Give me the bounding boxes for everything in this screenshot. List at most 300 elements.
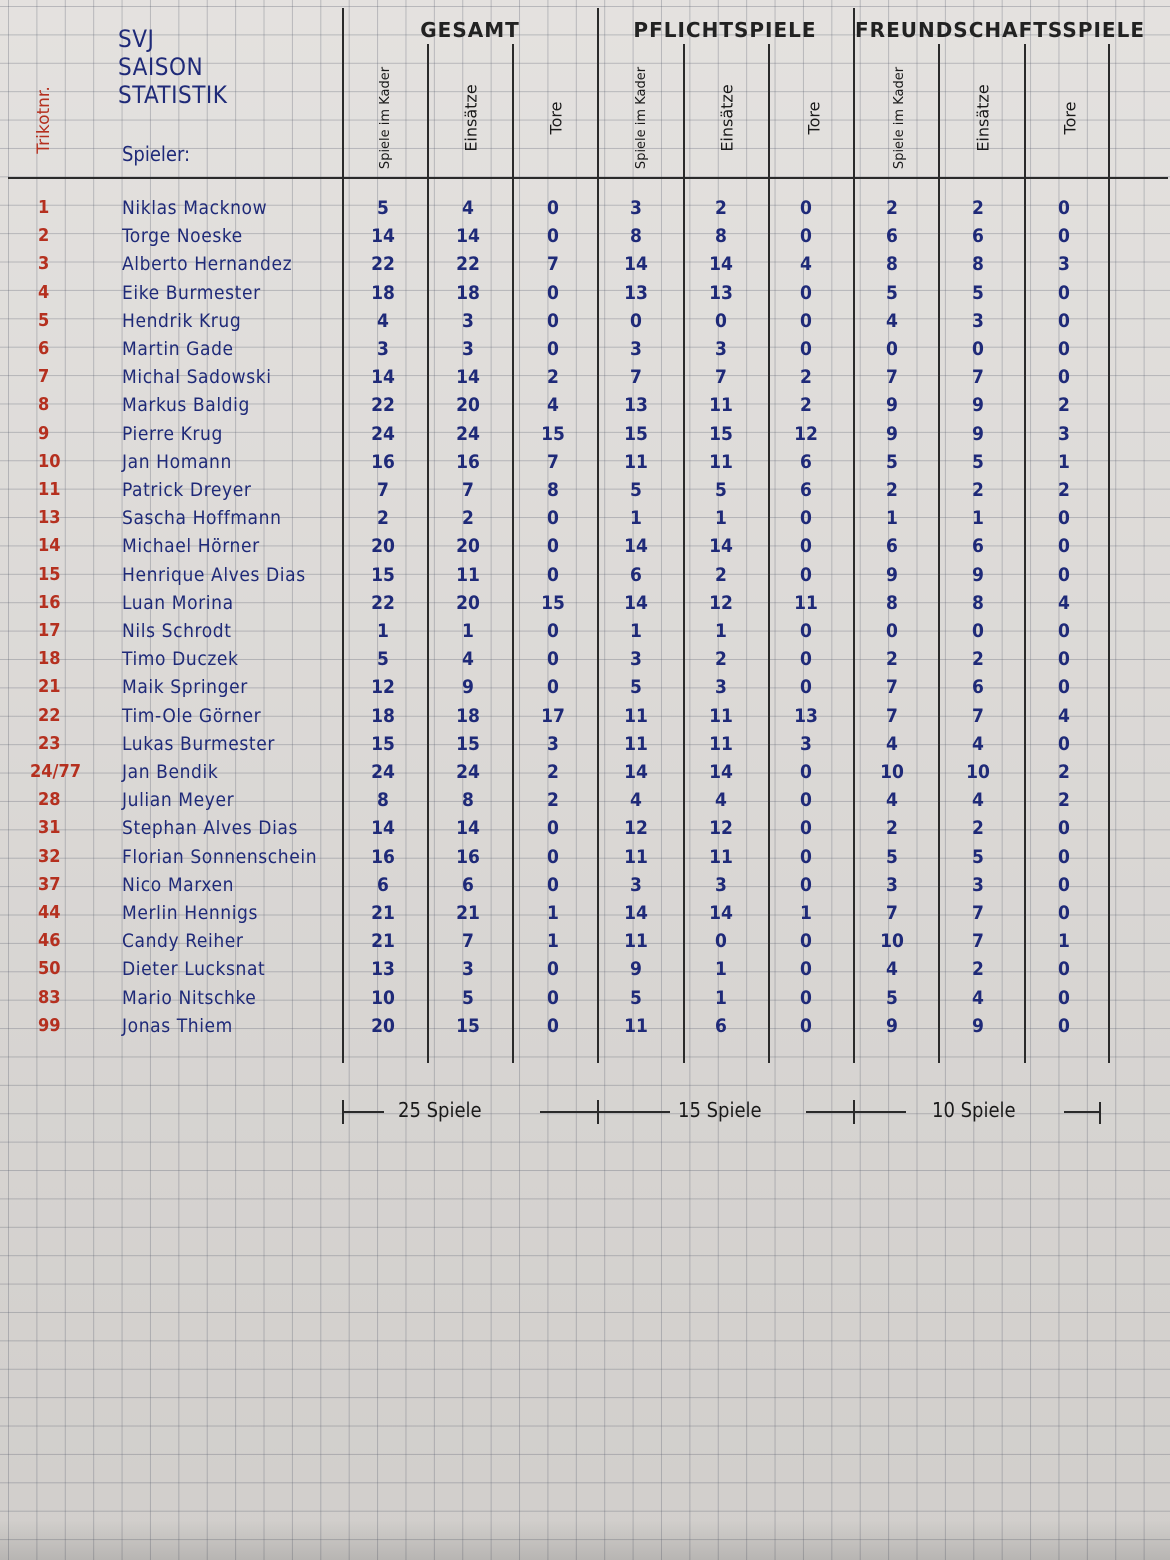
- freund-kader-cell: 4: [886, 309, 898, 332]
- pflicht-kader-cell: 0: [630, 309, 642, 332]
- footer-pflicht: 15 Spiele: [678, 1098, 762, 1122]
- pflicht-einsaetze-cell: 8: [715, 225, 727, 248]
- pflicht-tore-cell: 0: [800, 761, 812, 783]
- jersey-number: 22: [38, 704, 61, 726]
- pflicht-tore-cell: 6: [800, 479, 812, 501]
- player-name: Nico Marxen: [122, 873, 235, 896]
- gesamt-einsaetze-cell: 4: [462, 197, 474, 219]
- freund-tore-cell: 0: [1058, 732, 1070, 755]
- gesamt-einsaetze-cell: 2: [462, 507, 474, 530]
- freund-kader-cell: 8: [886, 253, 898, 276]
- freund-tore-cell: 0: [1058, 958, 1070, 981]
- gesamt-kader-cell: 16: [371, 450, 395, 473]
- freund-tore-cell: 3: [1058, 253, 1070, 276]
- freund-einsaetze-cell: 3: [972, 309, 984, 332]
- pflicht-kader-cell: 4: [630, 789, 642, 812]
- freund-tore-cell: 0: [1058, 817, 1070, 840]
- gesamt-einsaetze-cell: 18: [456, 281, 480, 304]
- table-row: [0, 702, 1170, 730]
- pflicht-tore-cell: 0: [800, 676, 812, 699]
- pflicht-kader-cell: 5: [630, 986, 642, 1009]
- freund-kader-cell: 0: [886, 338, 898, 360]
- freund-einsaetze-cell: 8: [972, 591, 984, 614]
- freund-kader-cell: 5: [886, 281, 898, 304]
- gesamt-einsaetze-cell: 11: [456, 563, 480, 586]
- pflicht-einsaetze-cell: 7: [715, 366, 727, 389]
- pflicht-einsaetze-cell: 2: [715, 648, 727, 671]
- gesamt-kader-cell: 5: [377, 197, 389, 219]
- gesamt-einsaetze-cell: 3: [462, 958, 474, 981]
- jersey-number: 3: [38, 253, 50, 275]
- gesamt-kader-cell: 14: [371, 366, 395, 389]
- freund-tore-cell: 0: [1058, 902, 1070, 924]
- table-row: [0, 589, 1170, 617]
- pflicht-einsaetze-cell: 13: [709, 281, 733, 304]
- player-name: Tim-Ole Görner: [122, 704, 262, 727]
- freund-tore-cell: 3: [1058, 422, 1070, 445]
- pflicht-tore-cell: 0: [800, 507, 812, 530]
- colhead-pflicht-kader: Spiele im Kader: [634, 66, 649, 170]
- player-name: Jan Bendik: [122, 761, 219, 783]
- jersey-number: 99: [38, 1014, 61, 1036]
- freund-einsaetze-cell: 10: [966, 761, 990, 783]
- pflicht-tore-cell: 0: [800, 845, 812, 868]
- freund-kader-cell: 10: [880, 930, 904, 953]
- colhead-gesamt-tore: Tore: [545, 101, 565, 135]
- player-name: Merlin Hennigs: [122, 902, 259, 924]
- freund-tore-cell: 4: [1058, 704, 1070, 727]
- player-name: Candy Reiher: [122, 930, 244, 953]
- freund-einsaetze-cell: 6: [972, 676, 984, 699]
- gesamt-kader-cell: 2: [377, 507, 389, 530]
- freund-kader-cell: 2: [886, 817, 898, 840]
- gesamt-tore-cell: 15: [541, 591, 565, 614]
- title-line-3: STATISTIK: [118, 81, 228, 109]
- player-name: Jonas Thiem: [122, 1014, 233, 1037]
- freund-tore-cell: 0: [1058, 986, 1070, 1009]
- table-row: [0, 730, 1170, 758]
- freund-tore-cell: 0: [1058, 620, 1070, 642]
- table-row: [0, 843, 1170, 871]
- freund-kader-cell: 7: [886, 676, 898, 699]
- table-row: [0, 250, 1170, 278]
- pflicht-einsaetze-cell: 1: [715, 986, 727, 1009]
- gesamt-einsaetze-cell: 3: [462, 338, 474, 360]
- gesamt-kader-cell: 18: [371, 281, 395, 304]
- jersey-number: 18: [38, 648, 61, 670]
- jersey-number: 11: [38, 479, 61, 500]
- gesamt-einsaetze-cell: 14: [456, 817, 480, 840]
- pflicht-einsaetze-cell: 12: [709, 591, 733, 614]
- pflicht-kader-cell: 3: [630, 197, 642, 219]
- gesamt-einsaetze-cell: 15: [456, 1014, 480, 1037]
- gesamt-tore-cell: 0: [547, 281, 559, 304]
- freund-kader-cell: 9: [886, 394, 898, 417]
- freund-einsaetze-cell: 0: [972, 620, 984, 642]
- freund-einsaetze-cell: 8: [972, 253, 984, 276]
- pflicht-kader-cell: 11: [624, 450, 648, 473]
- pflicht-kader-cell: 11: [624, 732, 648, 755]
- freund-einsaetze-cell: 9: [972, 422, 984, 445]
- pflicht-kader-cell: 7: [630, 366, 642, 389]
- table-row: [0, 222, 1170, 250]
- freund-tore-cell: 2: [1058, 479, 1070, 501]
- gesamt-tore-cell: 0: [547, 309, 559, 332]
- gesamt-kader-cell: 15: [371, 732, 395, 755]
- freund-einsaetze-cell: 2: [972, 197, 984, 219]
- jersey-number: 31: [38, 817, 61, 839]
- table-row: [0, 391, 1170, 419]
- freund-einsaetze-cell: 6: [972, 225, 984, 248]
- player-name: Jan Homann: [122, 450, 232, 473]
- pflicht-einsaetze-cell: 3: [715, 338, 727, 360]
- pflicht-kader-cell: 12: [624, 817, 648, 840]
- gesamt-kader-cell: 10: [371, 986, 395, 1009]
- freund-einsaetze-cell: 4: [972, 986, 984, 1009]
- freund-kader-cell: 7: [886, 704, 898, 727]
- freund-einsaetze-cell: 2: [972, 958, 984, 981]
- gesamt-tore-cell: 2: [547, 366, 559, 389]
- freund-kader-cell: 7: [886, 902, 898, 924]
- gesamt-tore-cell: 1: [547, 902, 559, 924]
- player-name: Michael Hörner: [122, 535, 260, 558]
- gesamt-kader-cell: 20: [371, 535, 395, 558]
- freund-tore-cell: 0: [1058, 535, 1070, 558]
- gesamt-einsaetze-cell: 5: [462, 986, 474, 1009]
- pflicht-kader-cell: 15: [624, 422, 648, 445]
- player-name: Torge Noeske: [122, 225, 243, 248]
- freund-kader-cell: 4: [886, 789, 898, 812]
- freund-einsaetze-cell: 7: [972, 902, 984, 924]
- gesamt-einsaetze-cell: 15: [456, 732, 480, 755]
- pflicht-kader-cell: 13: [624, 394, 648, 417]
- jersey-number: 9: [38, 422, 50, 444]
- pflicht-kader-cell: 3: [630, 338, 642, 360]
- freund-tore-cell: 0: [1058, 366, 1070, 389]
- freund-tore-cell: 0: [1058, 648, 1070, 671]
- gesamt-tore-cell: 0: [547, 620, 559, 642]
- player-name: Julian Meyer: [122, 789, 235, 812]
- freund-kader-cell: 6: [886, 225, 898, 248]
- gesamt-tore-cell: 0: [547, 535, 559, 558]
- table-row: [0, 420, 1170, 448]
- freund-einsaetze-cell: 5: [972, 281, 984, 304]
- gesamt-kader-cell: 22: [371, 394, 395, 417]
- gesamt-einsaetze-cell: 14: [456, 225, 480, 248]
- table-row: [0, 532, 1170, 560]
- gesamt-kader-cell: 5: [377, 648, 389, 671]
- player-name: Niklas Macknow: [122, 197, 268, 219]
- jersey-number: 10: [38, 450, 61, 472]
- freund-tore-cell: 0: [1058, 563, 1070, 586]
- table-row: [0, 1012, 1170, 1040]
- table-row: [0, 307, 1170, 335]
- pflicht-einsaetze-cell: 3: [715, 676, 727, 699]
- pflicht-einsaetze-cell: 11: [709, 394, 733, 417]
- gesamt-kader-cell: 3: [377, 338, 389, 360]
- gesamt-kader-cell: 21: [371, 930, 395, 953]
- gesamt-tore-cell: 0: [547, 873, 559, 896]
- gesamt-kader-cell: 16: [371, 845, 395, 868]
- jersey-number: 50: [38, 958, 61, 980]
- pflicht-kader-cell: 3: [630, 648, 642, 671]
- jersey-number: 5: [38, 309, 50, 331]
- footer-bracket-line: [540, 1111, 670, 1113]
- gesamt-tore-cell: 7: [547, 253, 559, 276]
- freund-kader-cell: 0: [886, 620, 898, 642]
- pflicht-einsaetze-cell: 14: [709, 253, 733, 276]
- pflicht-einsaetze-cell: 14: [709, 902, 733, 924]
- jersey-number: 24/77: [30, 761, 81, 782]
- pflicht-einsaetze-cell: 11: [709, 845, 733, 868]
- table-row: [0, 871, 1170, 899]
- gesamt-kader-cell: 7: [377, 479, 389, 501]
- gesamt-kader-cell: 4: [377, 309, 389, 332]
- table-row: [0, 984, 1170, 1012]
- freund-kader-cell: 5: [886, 845, 898, 868]
- pflicht-kader-cell: 5: [630, 479, 642, 501]
- freund-kader-cell: 8: [886, 591, 898, 614]
- freund-tore-cell: 0: [1058, 676, 1070, 699]
- gesamt-tore-cell: 0: [547, 986, 559, 1009]
- jersey-number: 1: [38, 197, 50, 218]
- freund-einsaetze-cell: 1: [972, 507, 984, 530]
- jersey-number: 6: [38, 338, 50, 359]
- player-name: Sascha Hoffmann: [122, 507, 282, 530]
- player-name: Michal Sadowski: [122, 366, 272, 389]
- pflicht-einsaetze-cell: 2: [715, 197, 727, 219]
- table-row: [0, 927, 1170, 955]
- player-name: Lukas Burmester: [122, 732, 275, 755]
- player-name: Martin Gade: [122, 338, 234, 360]
- footer-bracket-line: [1064, 1111, 1100, 1113]
- gesamt-kader-cell: 20: [371, 1014, 395, 1037]
- freund-tore-cell: 0: [1058, 197, 1070, 219]
- table-row: [0, 504, 1170, 532]
- gesamt-tore-cell: 0: [547, 507, 559, 530]
- player-name: Alberto Hernandez: [122, 253, 293, 276]
- footer-tick: [597, 1100, 599, 1124]
- gesamt-einsaetze-cell: 16: [456, 845, 480, 868]
- freund-tore-cell: 0: [1058, 225, 1070, 248]
- colhead-pflicht-tore: Tore: [803, 101, 823, 135]
- freund-kader-cell: 3: [886, 873, 898, 896]
- pflicht-tore-cell: 0: [800, 535, 812, 558]
- pflicht-tore-cell: 0: [800, 789, 812, 812]
- colhead-freund-kader: Spiele im Kader: [892, 66, 907, 170]
- table-row: [0, 786, 1170, 814]
- section-pflicht: PFLICHTSPIELE: [633, 18, 817, 42]
- pflicht-einsaetze-cell: 15: [709, 422, 733, 445]
- gesamt-kader-cell: 21: [371, 902, 395, 924]
- gesamt-einsaetze-cell: 7: [462, 479, 474, 501]
- gesamt-einsaetze-cell: 16: [456, 450, 480, 473]
- gesamt-kader-cell: 22: [371, 253, 395, 276]
- gesamt-einsaetze-cell: 24: [456, 761, 480, 783]
- table-row: [0, 814, 1170, 842]
- jersey-number: 2: [38, 225, 50, 247]
- pflicht-kader-cell: 14: [624, 761, 648, 783]
- freund-einsaetze-cell: 9: [972, 394, 984, 417]
- freund-einsaetze-cell: 4: [972, 789, 984, 812]
- table-row: [0, 955, 1170, 983]
- section-gesamt: GESAMT: [420, 18, 520, 42]
- freund-einsaetze-cell: 9: [972, 1014, 984, 1037]
- freund-einsaetze-cell: 9: [972, 563, 984, 586]
- player-name: Timo Duczek: [122, 648, 239, 671]
- pflicht-tore-cell: 0: [800, 281, 812, 304]
- table-row: [0, 279, 1170, 307]
- player-name: Florian Sonnenschein: [122, 845, 318, 868]
- player-name: Luan Morina: [122, 591, 234, 614]
- player-name: Nils Schrodt: [122, 620, 232, 642]
- freund-tore-cell: 1: [1058, 930, 1070, 953]
- freund-tore-cell: 0: [1058, 873, 1070, 896]
- pflicht-einsaetze-cell: 12: [709, 817, 733, 840]
- jersey-number: 46: [38, 930, 61, 952]
- gesamt-kader-cell: 6: [377, 873, 389, 896]
- table-row: [0, 673, 1170, 701]
- pflicht-tore-cell: 11: [794, 591, 818, 614]
- gesamt-tore-cell: 0: [547, 225, 559, 248]
- player-name: Pierre Krug: [122, 422, 223, 445]
- gesamt-einsaetze-cell: 6: [462, 873, 474, 896]
- freund-einsaetze-cell: 2: [972, 479, 984, 501]
- pflicht-kader-cell: 14: [624, 591, 648, 614]
- pflicht-einsaetze-cell: 6: [715, 1014, 727, 1037]
- player-name: Hendrik Krug: [122, 309, 242, 332]
- pflicht-kader-cell: 1: [630, 620, 642, 642]
- gesamt-einsaetze-cell: 1: [462, 620, 474, 642]
- player-name: Mario Nitschke: [122, 986, 257, 1009]
- freund-einsaetze-cell: 2: [972, 648, 984, 671]
- gesamt-tore-cell: 15: [541, 422, 565, 445]
- freund-kader-cell: 5: [886, 986, 898, 1009]
- player-name: Stephan Alves Dias: [122, 817, 299, 840]
- footer-gesamt: 25 Spiele: [398, 1098, 482, 1122]
- gesamt-kader-cell: 24: [371, 761, 395, 783]
- pflicht-tore-cell: 6: [800, 450, 812, 473]
- gesamt-tore-cell: 7: [547, 450, 559, 473]
- footer-bracket-line: [806, 1111, 906, 1113]
- pflicht-einsaetze-cell: 14: [709, 761, 733, 783]
- pflicht-tore-cell: 3: [800, 732, 812, 755]
- jersey-number: 37: [38, 873, 61, 895]
- gesamt-kader-cell: 24: [371, 422, 395, 445]
- freund-kader-cell: 2: [886, 197, 898, 219]
- gesamt-einsaetze-cell: 21: [456, 902, 480, 924]
- gesamt-kader-cell: 14: [371, 817, 395, 840]
- player-name: Dieter Lucksnat: [122, 958, 266, 981]
- table-row: [0, 645, 1170, 673]
- freund-kader-cell: 5: [886, 450, 898, 473]
- pflicht-einsaetze-cell: 11: [709, 704, 733, 727]
- freund-einsaetze-cell: 7: [972, 930, 984, 953]
- freund-tore-cell: 1: [1058, 450, 1070, 473]
- freund-kader-cell: 7: [886, 366, 898, 389]
- gesamt-kader-cell: 8: [377, 789, 389, 812]
- freund-einsaetze-cell: 7: [972, 704, 984, 727]
- trikot-header: Trikotnr.: [34, 86, 55, 154]
- pflicht-kader-cell: 11: [624, 845, 648, 868]
- table-row: [0, 335, 1170, 363]
- gesamt-tore-cell: 0: [547, 338, 559, 360]
- freund-kader-cell: 9: [886, 563, 898, 586]
- gesamt-kader-cell: 12: [371, 676, 395, 699]
- pflicht-tore-cell: 0: [800, 225, 812, 248]
- player-name: Markus Baldig: [122, 394, 250, 417]
- gesamt-tore-cell: 0: [547, 1014, 559, 1037]
- table-row: [0, 758, 1170, 786]
- pflicht-kader-cell: 9: [630, 958, 642, 981]
- pflicht-kader-cell: 6: [630, 563, 642, 586]
- player-name: Eike Burmester: [122, 281, 261, 304]
- freund-tore-cell: 0: [1058, 281, 1070, 304]
- gesamt-einsaetze-cell: 9: [462, 676, 474, 699]
- gesamt-tore-cell: 3: [547, 732, 559, 755]
- footer-freundschaft: 10 Spiele: [932, 1098, 1016, 1122]
- freund-kader-cell: 9: [886, 422, 898, 445]
- gesamt-kader-cell: 14: [371, 225, 395, 248]
- pflicht-kader-cell: 11: [624, 1014, 648, 1037]
- pflicht-einsaetze-cell: 3: [715, 873, 727, 896]
- pflicht-einsaetze-cell: 0: [715, 309, 727, 332]
- freund-kader-cell: 4: [886, 958, 898, 981]
- pflicht-tore-cell: 0: [800, 197, 812, 219]
- pflicht-tore-cell: 0: [800, 620, 812, 642]
- gesamt-einsaetze-cell: 20: [456, 394, 480, 417]
- header-divider: [8, 177, 1168, 179]
- gesamt-tore-cell: 0: [547, 197, 559, 219]
- jersey-number: 8: [38, 394, 50, 416]
- pflicht-tore-cell: 0: [800, 338, 812, 360]
- gesamt-tore-cell: 8: [547, 479, 559, 501]
- gesamt-einsaetze-cell: 20: [456, 591, 480, 614]
- gesamt-einsaetze-cell: 14: [456, 366, 480, 389]
- colhead-pflicht-einsaetze: Einsätze: [718, 84, 738, 152]
- pflicht-einsaetze-cell: 1: [715, 620, 727, 642]
- pflicht-tore-cell: 0: [800, 817, 812, 840]
- freund-tore-cell: 2: [1058, 394, 1070, 417]
- freund-tore-cell: 2: [1058, 761, 1070, 783]
- freund-tore-cell: 2: [1058, 789, 1070, 812]
- pflicht-kader-cell: 13: [624, 281, 648, 304]
- pflicht-tore-cell: 2: [800, 366, 812, 389]
- gesamt-einsaetze-cell: 18: [456, 704, 480, 727]
- gesamt-tore-cell: 0: [547, 676, 559, 699]
- jersey-number: 16: [38, 591, 61, 613]
- title-line-1: SVJ: [118, 25, 155, 53]
- pflicht-kader-cell: 1: [630, 507, 642, 530]
- pflicht-tore-cell: 4: [800, 253, 812, 276]
- gesamt-tore-cell: 2: [547, 789, 559, 812]
- jersey-number: 44: [38, 902, 61, 923]
- footer-tick: [1099, 1102, 1101, 1124]
- pflicht-tore-cell: 0: [800, 1014, 812, 1037]
- pflicht-kader-cell: 14: [624, 902, 648, 924]
- pflicht-tore-cell: 0: [800, 930, 812, 953]
- pflicht-kader-cell: 11: [624, 930, 648, 953]
- gesamt-tore-cell: 0: [547, 845, 559, 868]
- section-freundschaft: FREUNDSCHAFTSSPIELE: [855, 18, 1145, 42]
- pflicht-tore-cell: 0: [800, 309, 812, 332]
- gesamt-kader-cell: 22: [371, 591, 395, 614]
- title-line-2: SAISON: [118, 53, 204, 81]
- gesamt-kader-cell: 13: [371, 958, 395, 981]
- colhead-freund-einsaetze: Einsätze: [974, 84, 994, 152]
- colhead-gesamt-einsaetze: Einsätze: [462, 84, 482, 152]
- gesamt-einsaetze-cell: 4: [462, 648, 474, 671]
